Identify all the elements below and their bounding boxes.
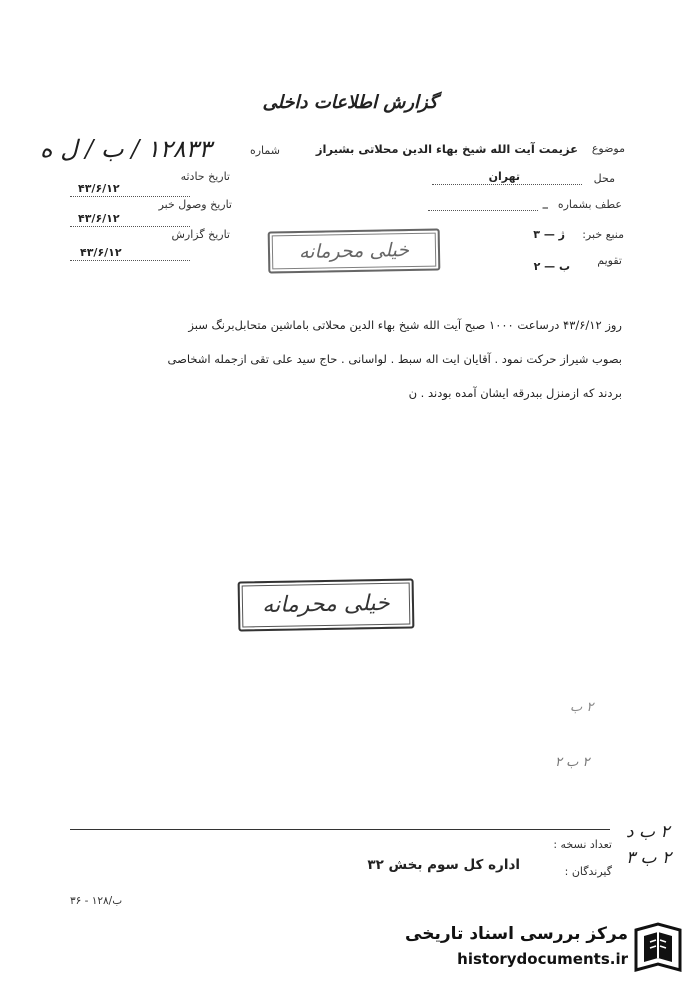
recipients-handwritten: ۲ ب ۳ (626, 848, 672, 868)
location-line (432, 184, 582, 185)
reference-line (428, 210, 538, 211)
watermark-url: historydocuments.ir (457, 950, 628, 968)
form-number: ب/۱۲۸ - ۳۶ (70, 895, 123, 907)
body-line-1: روز ۴۳/۶/۱۲ درساعت ۱۰۰۰ صبح آیت الله شیخ بهاء الدین محلاتی باماشین متحابل‌برنگ سبز (188, 318, 622, 332)
book-logo-icon (632, 920, 686, 976)
stamp-middle: خیلی محرمانه (238, 578, 415, 631)
margin-scribble-one: ۲ ب (570, 700, 594, 715)
header-left-block (40, 130, 290, 270)
report-date-value: ۴۳/۶/۱۲ (80, 246, 122, 259)
body-line-2: بصوب شیراز حرکت نمود . آقایان ایت اله سبط . لواسانی . حاج سید علی تقی ازجمله اشخاصی (167, 352, 622, 366)
stamp-top: خیلی محرمانه (268, 229, 441, 274)
number-label: شماره (249, 144, 280, 157)
recipients-label: گیرندگان : (564, 865, 612, 878)
news-receipt-date-label: تاریخ وصول خبر (158, 198, 232, 211)
subject-value: عزیمت آیت الله شیخ بهاء الدین محلاتی بشیراز (315, 142, 578, 156)
incident-date-label: تاریخ حادثه (180, 170, 230, 183)
page-title: گزارش اطلاعات داخلی (262, 92, 438, 113)
copies-handwritten: ۲ ب د (626, 822, 670, 842)
report-date-line (70, 260, 190, 261)
watermark (405, 920, 690, 980)
reference-value: _ (542, 196, 548, 209)
subject-label: موضوع (591, 142, 625, 155)
body-line-3: بردند که ازمنزل ببدرقه ایشان آمده بودند . ن (408, 386, 622, 400)
location-value: تهران (488, 170, 520, 183)
reference-label: عطف بشماره (557, 198, 622, 211)
evaluation-value: ب — ۲ (533, 260, 570, 273)
incident-date-value: ۴۳/۶/۱۲ (78, 182, 120, 195)
incident-date-line (70, 196, 190, 197)
handwritten-number: ۱۲۸۳۳ / ب / ل ه (40, 135, 212, 163)
source-value: ژ — ۳ (533, 228, 565, 241)
news-receipt-date-line (70, 226, 190, 227)
location-label: محل (593, 172, 615, 185)
footer-divider (70, 829, 610, 830)
margin-scribble-two: ۲ ب ۲ (555, 755, 590, 770)
watermark-name: مرکز بررسی اسناد تاریخی (405, 924, 628, 944)
news-receipt-date-value: ۴۳/۶/۱۲ (78, 212, 120, 225)
recipients-value: اداره کل سوم بخش ۳۲ (367, 857, 520, 873)
evaluation-label: تقویم (597, 254, 622, 267)
source-label: منبع خبر: (582, 228, 624, 241)
copies-label: تعداد نسخه : (553, 838, 612, 851)
report-date-label: تاریخ گزارش (171, 228, 230, 241)
